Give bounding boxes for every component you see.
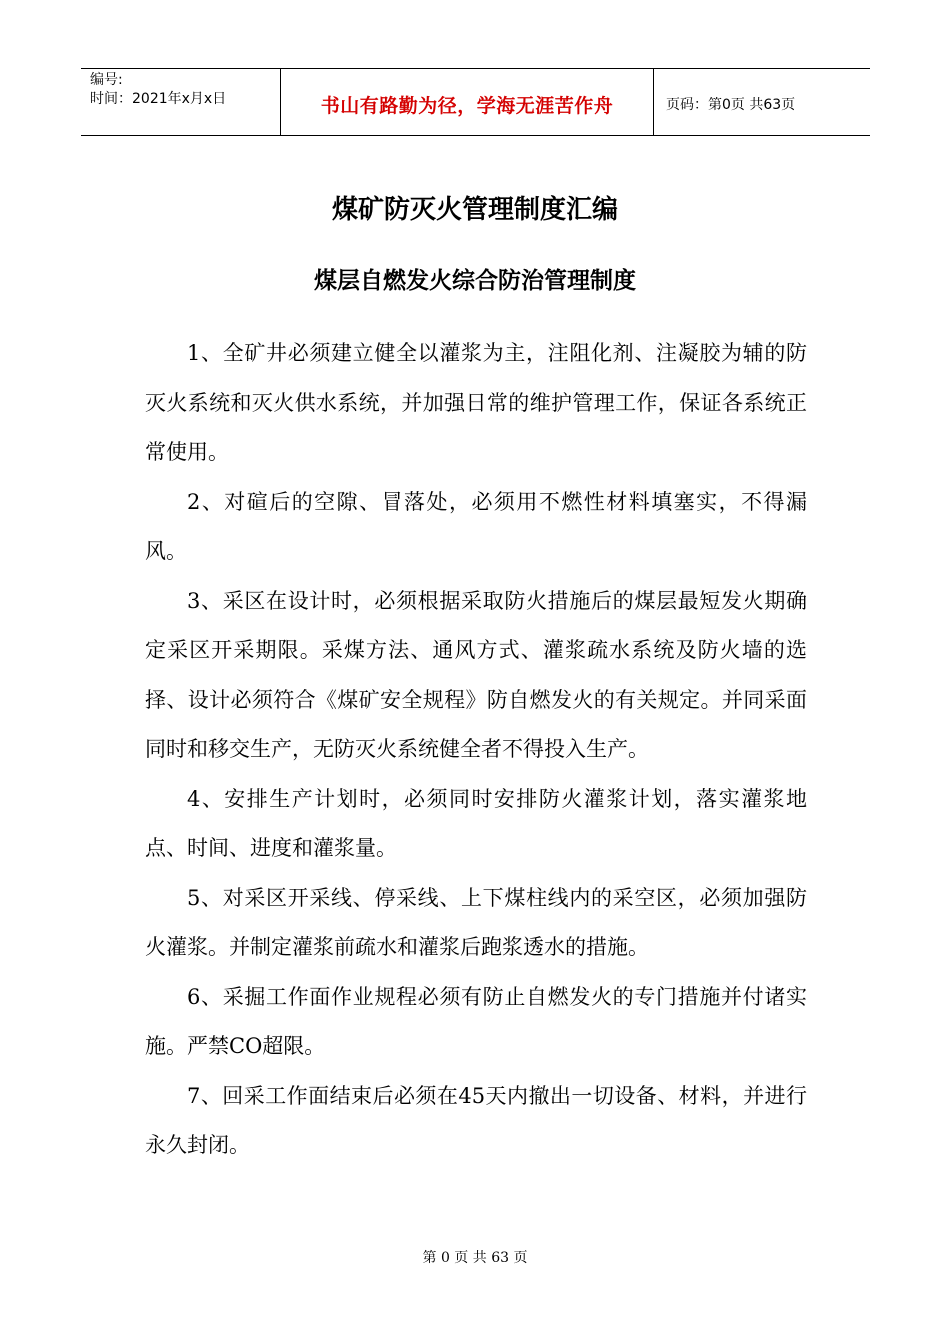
paragraph-2: 2、对碹后的空隙、冒落处，必须用不燃性材料填塞实，不得漏风。 bbox=[145, 489, 807, 563]
paragraph-6: 6、采掘工作面作业规程必须有防止自燃发火的专门措施并付诸实施。严禁CO超限。 bbox=[145, 984, 807, 1058]
header-motto: 书山有路勤为径，学海无涯苦作舟 bbox=[320, 94, 614, 117]
paragraph-1: 1、全矿井必须建立健全以灌浆为主，注阻化剂、注凝胶为辅的防灭火系统和灭火供水系统，并加强日常的维护管理工作，保证各系统正常使用。 bbox=[145, 341, 807, 464]
header-motto-cell bbox=[281, 69, 654, 135]
document-body bbox=[145, 329, 807, 1171]
document-subtitle: 煤层自燃发火综合防治管理制度 bbox=[314, 268, 636, 294]
header-page-info: 页码：第0页 共63页 bbox=[666, 97, 796, 113]
paragraph-7: 7、回采工作面结束后必须在45天内撤出一切设备、材料，并进行永久封闭。 bbox=[145, 1083, 807, 1157]
paragraph-4: 4、安排生产计划时，必须同时安排防火灌浆计划，落实灌浆地点、时间、进度和灌浆量。 bbox=[145, 786, 807, 860]
paragraph-3: 3、采区在设计时，必须根据采取防火措施后的煤层最短发火期确定采区开采期限。采煤方法、通风方式、灌浆疏水系统及防火墙的选择、设计必须符合《煤矿安全规程》防自燃发火的有关规定。并同采面同时和移交生产，无防灭火系统健全者不得投入生产。 bbox=[145, 588, 807, 761]
document-header bbox=[81, 68, 870, 136]
header-page-cell bbox=[654, 69, 870, 135]
document-time-label: 时间：2021年x月x日 bbox=[90, 91, 227, 107]
page-footer: 第 0 页 共 63 页 bbox=[422, 1250, 528, 1266]
paragraph-5: 5、对采区开采线、停采线、上下煤柱线内的采空区，必须加强防火灌浆。并制定灌浆前疏水和灌浆后跑浆透水的措施。 bbox=[145, 885, 807, 959]
document-number-label: 编号: bbox=[90, 72, 123, 88]
document-title: 煤矿防灭火管理制度汇编 bbox=[331, 195, 618, 225]
header-meta-cell bbox=[81, 69, 281, 135]
